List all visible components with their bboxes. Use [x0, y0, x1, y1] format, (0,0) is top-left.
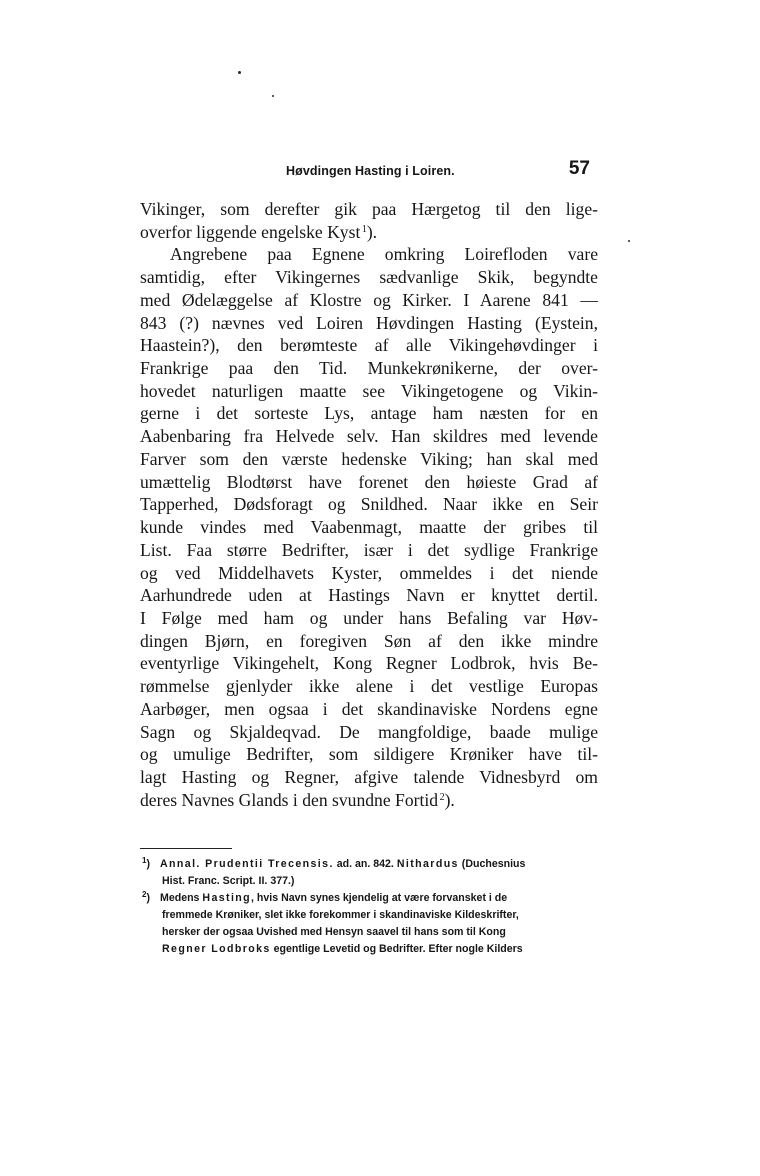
text-line: Sagn og Skjaldeqvad. De mangfoldige, baade mulige [140, 721, 598, 742]
footnote-name: Regner Lodbroks [162, 943, 271, 955]
body-text [140, 198, 598, 811]
footnote-source: Annal. Prudentii Trecensis. [160, 858, 334, 870]
text-line: kunde vindes med Vaabenmagt, maatte der gribes til [140, 517, 598, 538]
running-head: Høvdingen Hasting i Loiren. [286, 164, 455, 178]
text-line: eventyrlige Vikingehelt, Kong Regner Lodbrok, hvis Be- [140, 653, 598, 674]
text-line: Aabenbaring fra Helvede selv. Han skildres med levende [140, 426, 598, 447]
text-line: rømmelse gjenlyder ikke alene i det vestlige Europas [140, 676, 598, 697]
text-line [140, 221, 598, 244]
text-line-suffix: ). [366, 221, 378, 242]
text-line: lagt Hasting og Regner, afgive talende Vidnesbyrd om [140, 766, 598, 787]
text-line: umættelig Blodtørst have forenet den høieste Grad af [140, 471, 598, 492]
ink-speck [272, 95, 274, 97]
text-line: og ved Middelhavets Kyster, ommeldes i det niende [140, 562, 598, 583]
text-line: Tapperhed, Dødsforagt og Snildhed. Naar ikke en Seir [140, 494, 598, 515]
text-line: Vikinger, som derefter gik paa Hærgetog til den lige- [140, 199, 598, 219]
text-line: gerne i det sorteste Lys, antage ham næsten for en [140, 403, 598, 424]
text-line: dingen Bjørn, en foregiven Søn af den ikke mindre [140, 630, 598, 651]
footnote-line: hersker der ogsaa Uvished med Hensyn saavel til hans som til Kong [162, 926, 506, 938]
text-line: Frankrige paa den Tid. Munkekrønikerne, der over- [140, 358, 598, 379]
footnote-source: Nithardus [396, 858, 459, 870]
text-line [140, 789, 598, 812]
footnote-2 [140, 890, 598, 907]
text-line: Farver som den værste hedenske Viking; han skal med [140, 448, 598, 469]
text-line: Aarhundrede uden at Hastings Navn er knyttet dertil. [140, 585, 598, 606]
footnote-mark: $^2$) [142, 890, 150, 904]
footnote-name: Hasting [202, 892, 252, 904]
footnote-text: (Duchesnius [458, 858, 526, 870]
footnote-line [140, 941, 598, 958]
footnote-text: , hvis Navn synes kjendelig at være forvansket i de [251, 892, 508, 904]
footnote-ref: 1 [361, 223, 367, 235]
footnote-rule [140, 848, 232, 849]
footnote-mark: $^1$) [142, 856, 150, 870]
footnote-1 [140, 856, 598, 873]
text-line: I Følge med ham og under hans Befaling var Høv- [140, 607, 598, 628]
text-line: med Ødelæggelse af Klostre og Kirker. I Aarene 841 — [140, 289, 598, 310]
footnote-ref: 2 [439, 791, 445, 803]
text-line: Angrebene paa Egnene omkring Loirefloden vare [170, 244, 598, 265]
ink-speck [238, 71, 241, 74]
footnote-text: Medens [160, 892, 203, 904]
footnotes [140, 856, 598, 958]
footnote-line: fremmede Krøniker, slet ikke forekommer i skandinaviske Kildeskrifter, [162, 909, 519, 921]
footnote-line: Hist. Franc. Script. II. 377.) [162, 875, 295, 887]
text-line: List. Faa større Bedrifter, især i det sydlige Frankrige [140, 539, 598, 560]
text-line: og umulige Bedrifter, som sildigere Krøniker have til- [140, 744, 598, 765]
text-line: Haastein?), den berømteste af alle Vikingehøvdinger i [140, 335, 598, 356]
footnote-text: egentlige Levetid og Bedrifter. Efter nogle Kilders [270, 943, 523, 955]
text-line-content: overfor liggende engelske Kyst [140, 221, 361, 242]
text-line-content: deres Navnes Glands i den svundne Fortid [140, 789, 439, 810]
text-line: 843 (?) nævnes ved Loiren Høvdingen Hasting (Eystein, [140, 312, 598, 333]
text-line: hovedet naturligen maatte see Vikingetogene og Vikin- [140, 380, 598, 401]
text-line: Aarbøger, men ogsaa i det skandinaviske Nordens egne [140, 698, 598, 719]
page-number: 57 [568, 158, 590, 179]
page-header [140, 160, 596, 184]
footnote-text: ad. an. 842. [333, 858, 397, 870]
ink-speck [628, 240, 630, 242]
text-line-suffix: ). [444, 789, 455, 810]
text-line: samtidig, efter Vikingernes sædvanlige Skik, begyndte [140, 267, 598, 288]
